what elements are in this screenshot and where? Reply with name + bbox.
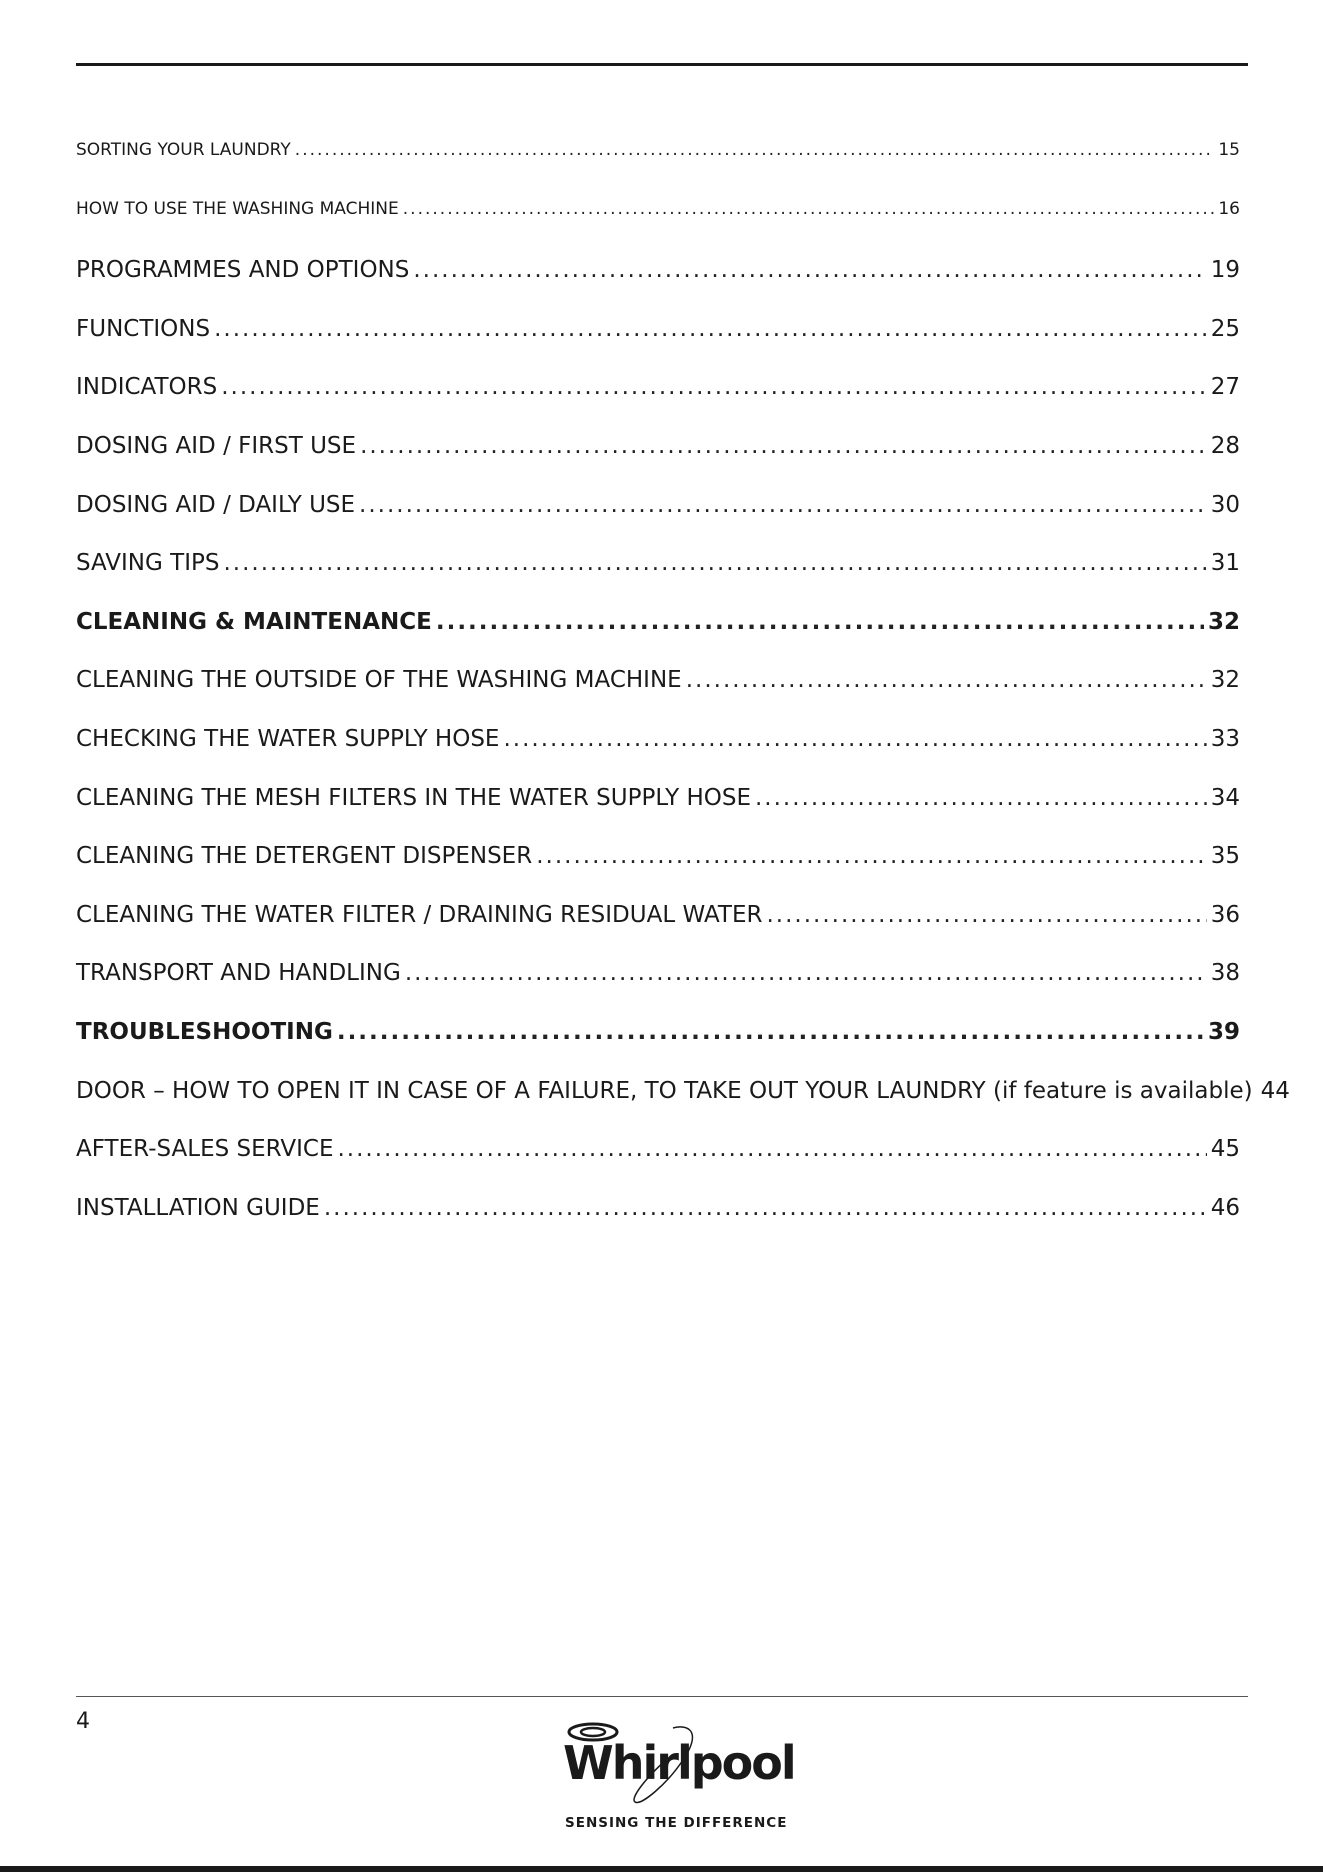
toc-entry-title: AFTER-SALES SERVICE (76, 1136, 334, 1163)
toc-entry-page: 25 (1210, 315, 1240, 342)
toc-leader-dots (405, 960, 1207, 986)
toc-entry-page: 16 (1218, 198, 1240, 219)
toc-entry (76, 667, 1240, 726)
toc-leader-dots (536, 843, 1207, 869)
toc-leader-dots (214, 316, 1207, 342)
toc-entry (76, 140, 1240, 199)
toc-leader-dots (413, 257, 1206, 283)
toc-entry-title: CLEANING THE MESH FILTERS IN THE WATER SUPPLY HOSE (76, 784, 751, 811)
toc-leader-dots (686, 667, 1207, 693)
toc-entry-page: 31 (1210, 550, 1240, 577)
toc-entry-title: CLEANING & MAINTENANCE (76, 608, 432, 635)
toc-entry-page: 15 (1218, 140, 1240, 160)
toc-entry (76, 1136, 1240, 1195)
toc-entry-title: HOW TO USE THE WASHING MACHINE (76, 198, 399, 219)
toc-entry (76, 609, 1240, 668)
toc-leader-dots (337, 1019, 1204, 1045)
toc-entry-title: INSTALLATION GUIDE (76, 1194, 320, 1221)
toc-entry (76, 492, 1240, 551)
footer-rule (76, 1696, 1248, 1697)
toc-entry-page: 28 (1210, 432, 1240, 459)
toc-entry-page: 44 (1260, 1077, 1290, 1104)
toc-entry (76, 550, 1240, 609)
toc-entry-title: CLEANING THE OUTSIDE OF THE WASHING MACHINE (76, 667, 682, 694)
toc-entry-title: INDICATORS (76, 374, 218, 401)
toc-entry-page: 27 (1210, 374, 1240, 401)
toc-entry-page: 19 (1210, 257, 1240, 284)
toc-entry (76, 960, 1240, 1019)
toc-entry (76, 1195, 1240, 1254)
toc-entry-page: 39 (1207, 1018, 1240, 1045)
toc-entry (76, 1019, 1240, 1078)
toc-entry-page: 32 (1207, 608, 1240, 635)
toc-entry-page: 46 (1210, 1194, 1240, 1221)
toc-entry-title: DOOR – HOW TO OPEN IT IN CASE OF A FAILURE, TO TAKE OUT YOUR LAUNDRY (if feature is available) (76, 1077, 1253, 1104)
toc-entry (76, 374, 1240, 433)
toc-leader-dots (755, 785, 1207, 811)
toc-entry (76, 199, 1240, 258)
toc-entry (76, 726, 1240, 785)
toc-leader-dots (436, 609, 1204, 635)
toc-entry-title: DOSING AID / FIRST USE (76, 432, 357, 459)
toc-leader-dots (221, 374, 1206, 400)
toc-entry-title: DOSING AID / DAILY USE (76, 491, 356, 518)
toc-entry-title: CLEANING THE DETERGENT DISPENSER (76, 843, 533, 870)
toc-entry-page: 38 (1210, 960, 1240, 987)
toc-leader-dots (503, 726, 1206, 752)
toc-entry (76, 843, 1240, 902)
toc-entry-page: 32 (1210, 667, 1240, 694)
toc-entry-title: PROGRAMMES AND OPTIONS (76, 257, 410, 284)
toc-leader-dots (223, 550, 1206, 576)
toc-entry-page: 45 (1210, 1136, 1240, 1163)
toc-entry (76, 257, 1240, 316)
toc-entry (76, 1077, 1290, 1137)
toc-leader-dots (403, 199, 1215, 219)
toc-leader-dots (295, 140, 1215, 160)
logo-wordmark: Whirlpool (563, 1736, 795, 1790)
toc-leader-dots (360, 433, 1207, 459)
toc-entry-title: TRANSPORT AND HANDLING (76, 960, 401, 987)
toc-entry-title: CLEANING THE WATER FILTER / DRAINING RESIDUAL WATER (76, 901, 763, 928)
toc-leader-dots (337, 1136, 1206, 1162)
toc-entry-title: FUNCTIONS (76, 315, 211, 342)
page-number: 4 (76, 1709, 90, 1734)
toc-entry-title: SAVING TIPS (76, 550, 220, 577)
toc-entry-page: 36 (1210, 901, 1240, 928)
brand-tagline: SENSING THE DIFFERENCE (565, 1815, 788, 1831)
toc-leader-dots (766, 902, 1206, 928)
toc-entry (76, 902, 1240, 961)
toc-entry-page: 33 (1210, 725, 1240, 752)
toc-leader-dots (359, 492, 1207, 518)
toc-entry-title: CHECKING THE WATER SUPPLY HOSE (76, 725, 500, 752)
toc-entry (76, 316, 1240, 375)
table-of-contents (76, 140, 1290, 1253)
toc-entry-page: 34 (1210, 784, 1240, 811)
toc-leader-dots (324, 1195, 1207, 1221)
toc-entry-page: 35 (1210, 843, 1240, 870)
toc-entry-page: 30 (1210, 491, 1240, 518)
top-rule (76, 63, 1248, 66)
bottom-edge-bar (0, 1866, 1323, 1872)
toc-entry-title: TROUBLESHOOTING (76, 1018, 333, 1045)
toc-entry (76, 785, 1240, 844)
toc-entry (76, 433, 1240, 492)
toc-entry-title: SORTING YOUR LAUNDRY (76, 140, 291, 160)
